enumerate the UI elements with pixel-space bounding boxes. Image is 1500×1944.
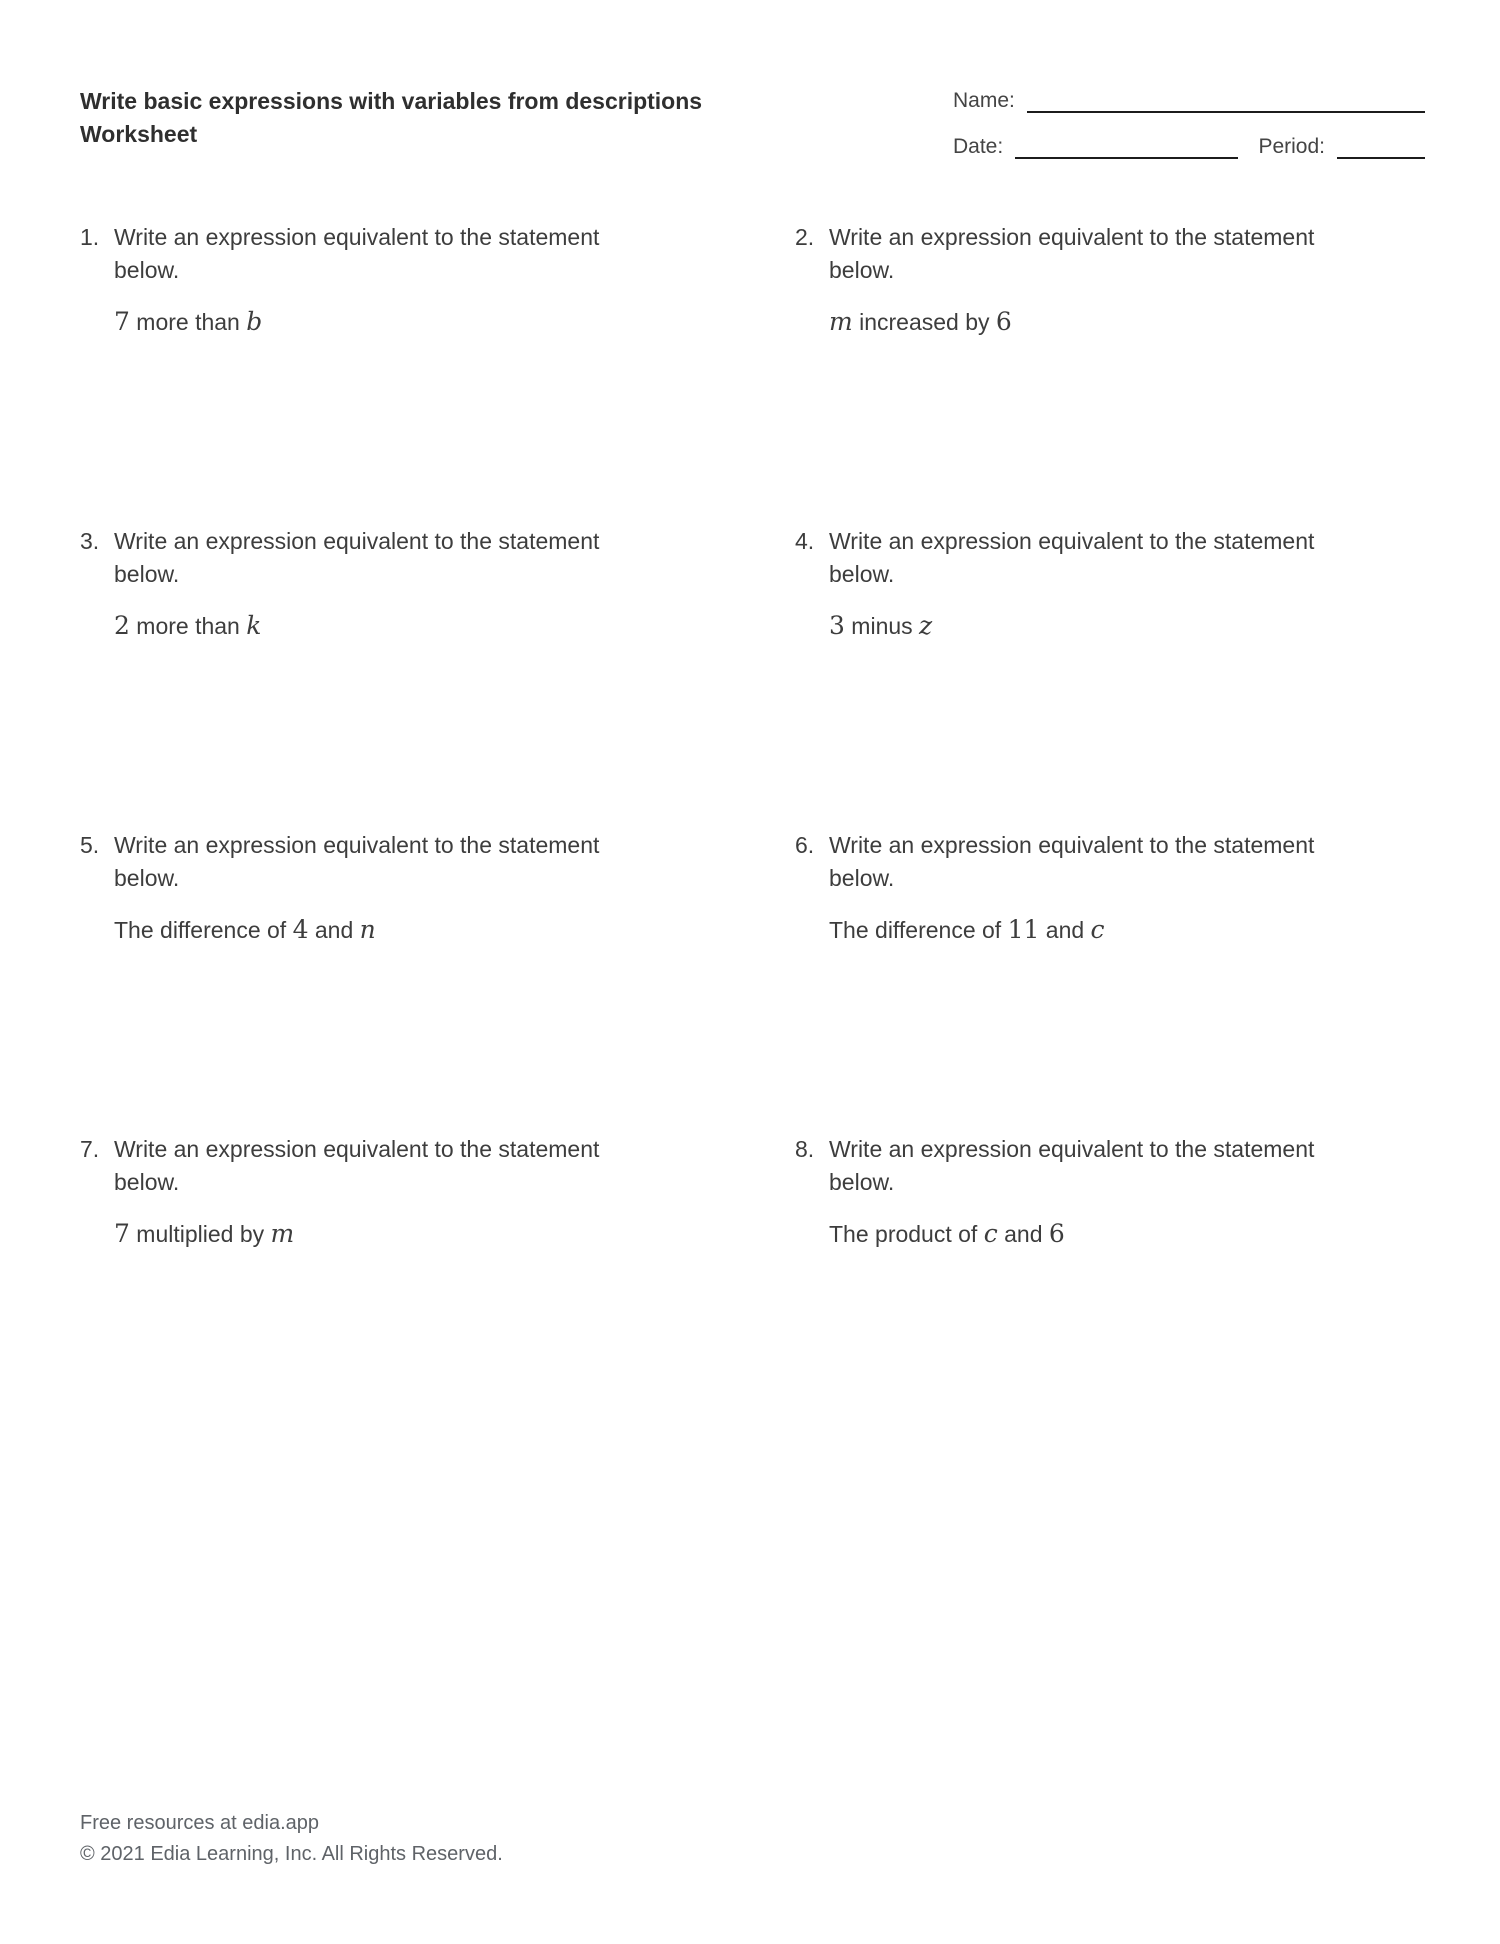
expression-segment: and <box>997 1220 1049 1247</box>
title-block <box>80 85 702 152</box>
problem-item <box>795 525 1425 829</box>
problem-body <box>114 525 795 644</box>
header <box>0 0 1500 159</box>
prompt-line: below. <box>829 257 895 284</box>
prompt-line: Write an expression equivalent to the statement <box>829 1136 1315 1162</box>
expression-segment: 7 <box>114 306 130 336</box>
problem-prompt <box>114 525 714 592</box>
problem-item <box>80 221 795 525</box>
prompt-line: Write an expression equivalent to the statement <box>114 1136 600 1162</box>
expression-segment: The difference of <box>114 916 293 943</box>
problem-body <box>114 829 795 948</box>
problem-item <box>80 1133 795 1437</box>
problem-number: 6. <box>795 832 815 858</box>
name-date-block <box>953 85 1425 159</box>
problem-expression <box>829 912 1425 948</box>
problem-prompt <box>829 1133 1425 1200</box>
expression-segment: 6 <box>1048 1218 1065 1248</box>
expression-segment: The difference of <box>829 916 1008 943</box>
problem-body <box>829 1133 1425 1252</box>
prompt-line: Write an expression equivalent to the statement <box>829 528 1315 554</box>
problem-number: 1. <box>80 224 100 250</box>
prompt-line: below. <box>114 257 180 284</box>
problem-prompt <box>829 829 1425 896</box>
expression-segment: 11 <box>1007 914 1040 944</box>
problem-number: 4. <box>795 528 815 554</box>
period-label: Period: <box>1258 135 1325 158</box>
problem-number: 8. <box>795 1136 815 1162</box>
prompt-line: Write an expression equivalent to the statement <box>114 528 600 554</box>
prompt-line: below. <box>829 865 895 892</box>
problem-prompt <box>114 1133 714 1200</box>
prompt-line: below. <box>114 561 180 588</box>
expression-segment: b <box>246 306 263 336</box>
problem-number: 7. <box>80 1136 100 1162</box>
expression-segment: and <box>1039 916 1091 943</box>
problem-item <box>795 1133 1425 1437</box>
problem-expression <box>114 912 795 948</box>
problem-body <box>829 221 1425 340</box>
prompt-line: below. <box>829 561 895 588</box>
problem-expression <box>114 608 795 644</box>
footer-resources-text: Free resources at edia.app <box>80 1812 320 1834</box>
problem-body <box>829 829 1425 948</box>
expression-segment: m <box>829 306 853 336</box>
name-row <box>953 89 1425 113</box>
expression-segment: The product of <box>829 1220 984 1247</box>
problem-item <box>795 221 1425 525</box>
expression-segment: more than <box>129 308 247 335</box>
expression-segment: increased by <box>852 308 996 335</box>
name-fill-line <box>1027 93 1425 113</box>
expression-segment: c <box>1090 914 1105 944</box>
problem-item <box>80 829 795 1133</box>
expression-segment: 6 <box>995 306 1012 336</box>
expression-segment: 3 <box>829 610 845 640</box>
worksheet-title: Write basic expressions with variables from descriptions <box>80 88 703 114</box>
expression-segment: n <box>359 914 376 944</box>
expression-segment: z <box>919 610 933 640</box>
problem-body <box>829 525 1425 644</box>
problem-prompt <box>829 221 1425 288</box>
problem-number: 2. <box>795 224 815 250</box>
problem-prompt <box>114 829 714 896</box>
expression-segment: more than <box>129 612 247 639</box>
period-fill-line <box>1337 139 1425 159</box>
problem-item <box>795 829 1425 1133</box>
worksheet-subtitle: Worksheet <box>80 121 198 148</box>
expression-segment: 2 <box>114 610 130 640</box>
prompt-line: below. <box>829 1169 895 1196</box>
problem-number: 5. <box>80 832 100 858</box>
prompt-line: below. <box>114 1169 180 1196</box>
problem-item <box>80 525 795 829</box>
problem-expression <box>829 304 1425 340</box>
prompt-line: Write an expression equivalent to the statement <box>114 224 600 250</box>
problem-number: 3. <box>80 528 100 554</box>
prompt-line: Write an expression equivalent to the statement <box>114 832 600 858</box>
expression-segment: 4 <box>292 914 309 944</box>
problem-expression <box>829 1216 1425 1252</box>
date-fill-line <box>1015 139 1238 159</box>
expression-segment: 7 <box>114 1218 130 1248</box>
prompt-line: below. <box>114 865 180 892</box>
footer <box>80 1808 503 1870</box>
prompt-line: Write an expression equivalent to the statement <box>829 224 1315 250</box>
name-label: Name: <box>953 89 1015 112</box>
problem-prompt <box>829 525 1425 592</box>
expression-segment: c <box>983 1218 998 1248</box>
expression-segment: k <box>246 610 262 640</box>
expression-segment: m <box>270 1218 295 1248</box>
expression-segment: and <box>308 916 360 943</box>
expression-segment: multiplied by <box>129 1220 271 1247</box>
problem-body <box>114 1133 795 1252</box>
problem-expression <box>829 608 1425 644</box>
problem-expression <box>114 1216 795 1252</box>
problem-body <box>114 221 795 340</box>
date-period-row <box>953 135 1425 159</box>
footer-copyright-text: © 2021 Edia Learning, Inc. All Rights Reserved. <box>80 1843 503 1865</box>
problems-grid <box>80 221 1425 1437</box>
expression-segment: minus <box>844 612 920 639</box>
date-label: Date: <box>953 135 1004 158</box>
problem-prompt <box>114 221 714 288</box>
prompt-line: Write an expression equivalent to the statement <box>829 832 1315 858</box>
problem-expression <box>114 304 795 340</box>
